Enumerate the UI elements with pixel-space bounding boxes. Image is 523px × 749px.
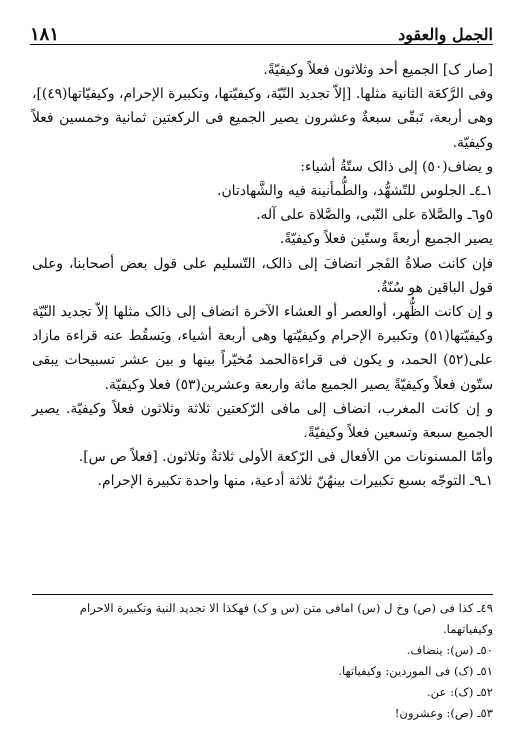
footnote: ٥١ـ (ک) فى الموردين: وکيفياتها.	[338, 664, 493, 678]
footnotes	[32, 598, 493, 724]
paragraph: ٥و٦ـ والصَّلاة على النّبى، والصَّلاة على آله.	[256, 207, 493, 224]
footnote: ٥٣ـ (ص): وعشرون!	[394, 706, 493, 720]
paragraph: وفى الرَّکعَة الثانية مثلها. [إلاّ تجديد النّيّة، وکيفيّتها، وتکبيرة الإحرام، وکيفيّاتها(٤٩)]، وهى أربعة، تَبقّى سبعةٌ وعشرون يصير الجميع فى الرکعتين ثمانية وخمسين فعلاً وکيفيّة.	[32, 86, 493, 151]
running-title: الجمل والعقود	[398, 25, 493, 44]
page-header	[30, 18, 493, 44]
header-rule	[30, 44, 493, 45]
footnote: ٥٠ـ (س): ينضاف.	[406, 643, 493, 657]
paragraph: و إن کانت الظُّهر، أوالعصر أو العشاء الآخرة انضاف إلى ذالک مثلها إلاّ تجديد النّيّة وکيفيّتها(٥١) وتکبيرة الإحرام وکيفيّتها وهى أربعة أشياء، ويَسقُط عنه قراءة مازاد على(٥٢) الحمد، و يکون فى قراءةالحمد مُخيّراً بينها و بين عشر تسبيحات يبقى ستّون فعلاً وکيفيّةً يصير الجميع مائة واربعة وعشرين(٥٣) فعلا وکيفيّة.	[32, 304, 493, 393]
paragraph: فإن کانت صلاةُ الفَجر انضافَ إلى ذالک، التّسليم على قول بعض أصحابنا، وعلى قول الباقين هو سُنّةٌ.	[32, 255, 493, 296]
paragraph: يصير الجميع أربعةً وستّين فعلاً وکيفيّةً.	[279, 231, 493, 248]
footnote-rule	[32, 594, 493, 595]
paragraph: ١ـ٩ـ التوجّه بسبع تکبيرات بينهُنّ ثلاثة أدعية، منها واحدة تکبيرة الإحرام.	[97, 473, 493, 490]
paragraph: [صار ک] الجميع أحد وثلاثون فعلاً وکيفيّةً.	[263, 62, 493, 78]
paragraph: و إن کانت المغرب، انضاف إلى مافى الرّکعتين ثلاثة وثلاثون فعلاً وکيفيّة. يصير الجميع سبعة وتسعين فعلاً وکيفيّةً.	[32, 400, 493, 442]
paragraph: وأمّا المسنونات من الأفعال فى الرّکعة الأولى ثلاثةٌ وثلاثون. [فعلاً ص س].	[78, 449, 493, 466]
footnote: ٤٩ـ کذا فى (ص) وخ ل (س) امافى متن (س و ک) فهکذا الا تجديد النية وتکبيرة الاحرام وکيفياتهما.	[79, 601, 493, 636]
paragraph: و يضاف(٥٠) إلى ذالک ستّةُ أشياء:	[300, 158, 493, 175]
page-number: ١٨١	[30, 24, 60, 45]
footnote: ٥٢ـ (ک): عن.	[427, 685, 493, 699]
main-text	[32, 58, 493, 494]
paragraph: ١ـ٤ـ الجلوس للتّشهُّد، والطُّمأنينة فيه والشَّهادتان.	[217, 183, 493, 200]
